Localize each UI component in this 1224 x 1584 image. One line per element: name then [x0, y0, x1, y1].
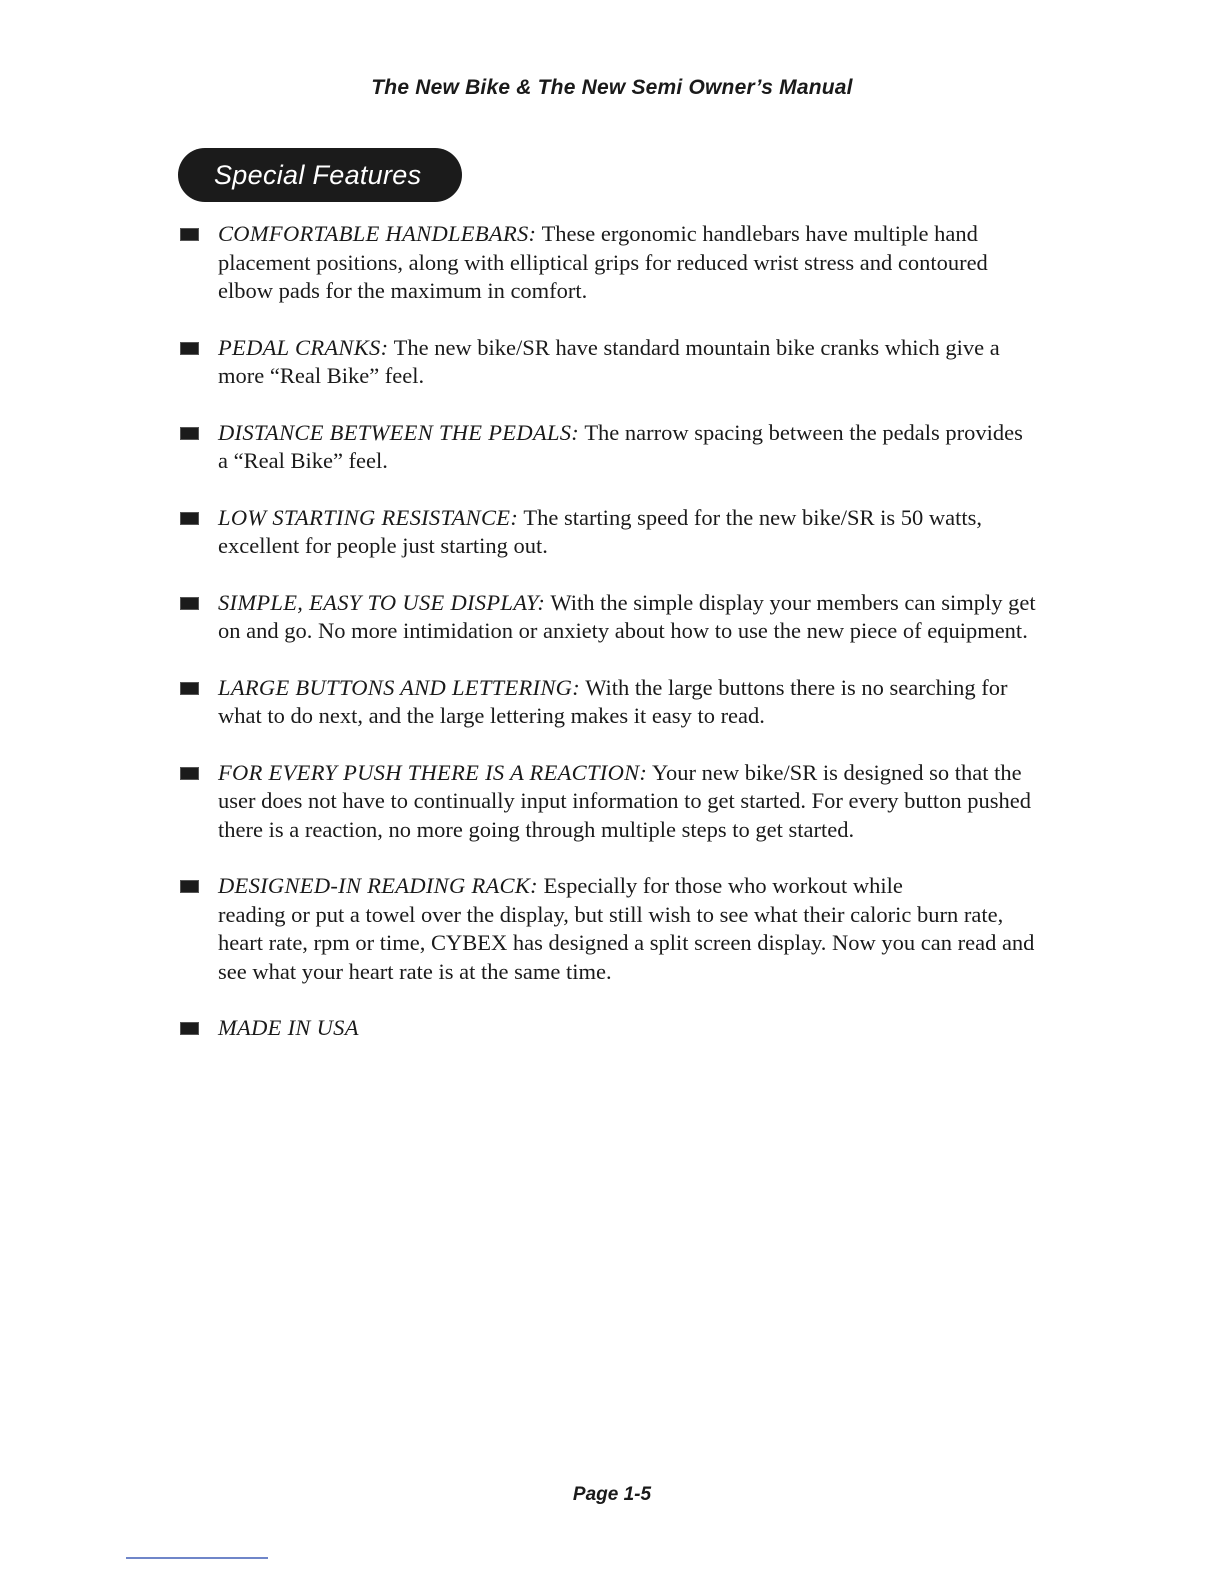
feature-item-starting-resistance — [180, 504, 1105, 561]
feature-text-line: These ergonomic handlebars have multiple hand — [541, 221, 978, 246]
feature-text-line: elbow pads for the maximum in comfort. — [218, 278, 588, 303]
feature-text-line: The narrow spacing between the pedals provides — [584, 419, 1023, 445]
feature-title: LOW STARTING RESISTANCE: — [218, 504, 519, 530]
section-heading-label: Special Features — [214, 159, 422, 190]
feature-item-handlebars — [180, 220, 1105, 306]
feature-text-line: a “Real Bike” feel. — [218, 448, 388, 473]
square-bullet-icon — [180, 427, 199, 440]
feature-text-line: see what your heart rate is at the same time. — [218, 958, 612, 984]
feature-text-line: what to do next, and the large lettering makes it easy to read. — [218, 703, 765, 728]
feature-text-line: reading or put a towel over the display, but still wish to see what their caloric burn rate, — [218, 901, 1004, 927]
feature-text-line: there is a reaction, no more going through multiple steps to get started. — [218, 816, 855, 842]
feature-title: SIMPLE, EASY TO USE DISPLAY: — [218, 589, 546, 615]
feature-item-pedal-cranks — [180, 334, 1105, 391]
feature-title: DISTANCE BETWEEN THE PEDALS: — [218, 419, 580, 445]
feature-item-made-in-usa — [180, 1014, 1105, 1043]
square-bullet-icon — [180, 342, 199, 355]
feature-text-line: more “Real Bike” feel. — [218, 363, 425, 388]
square-bullet-icon — [180, 597, 199, 610]
feature-text-line: heart rate, rpm or time, CYBEX has designed a split screen display. Now you can read and — [218, 930, 1035, 955]
feature-item-reading-rack — [180, 872, 1105, 986]
feature-text-line: placement positions, along with elliptical grips for reduced wrist stress and contoured — [218, 249, 988, 275]
feature-text-line: The new bike/SR have standard mountain bike cranks which give a — [393, 334, 1000, 360]
feature-text-line: on and go. No more intimidation or anxiety about how to use the new piece of equipment. — [218, 618, 1028, 643]
feature-title: FOR EVERY PUSH THERE IS A REACTION: — [218, 759, 648, 785]
feature-text-line: user does not have to continually input information to get started. For every button pushed — [218, 788, 1031, 813]
feature-text-line: With the simple display your members can simply get — [550, 589, 1036, 615]
feature-title: COMFORTABLE HANDLEBARS: — [218, 221, 537, 246]
page-number: Page 1-5 — [572, 1484, 652, 1505]
bottom-rule-divider — [126, 1557, 268, 1559]
feature-text-line: The starting speed for the new bike/SR is 50 watts, — [523, 504, 983, 530]
feature-text-line: Especially for those who workout while — [543, 873, 903, 898]
square-bullet-icon — [180, 880, 199, 893]
square-bullet-icon — [180, 1022, 199, 1035]
square-bullet-icon — [180, 512, 199, 525]
page-header: The New Bike & The New Semi Owner’s Manual — [371, 76, 853, 99]
feature-text-line: excellent for people just starting out. — [218, 533, 548, 558]
square-bullet-icon — [180, 767, 199, 780]
square-bullet-icon — [180, 682, 199, 695]
feature-text-line: Your new bike/SR is designed so that the — [652, 759, 1022, 785]
square-bullet-icon — [180, 228, 199, 241]
feature-item-pedal-distance — [180, 419, 1105, 476]
feature-title: PEDAL CRANKS: — [218, 334, 389, 360]
feature-list — [180, 220, 1105, 1071]
feature-item-push-reaction — [180, 759, 1105, 845]
feature-item-large-buttons — [180, 674, 1105, 731]
feature-item-simple-display — [180, 589, 1105, 646]
feature-text-line: With the large buttons there is no searching for — [585, 674, 1008, 700]
section-heading-pill — [178, 148, 462, 202]
feature-title: LARGE BUTTONS AND LETTERING: — [218, 674, 580, 700]
feature-title: DESIGNED-IN READING RACK: — [218, 873, 538, 898]
feature-title: MADE IN USA — [218, 1015, 359, 1040]
